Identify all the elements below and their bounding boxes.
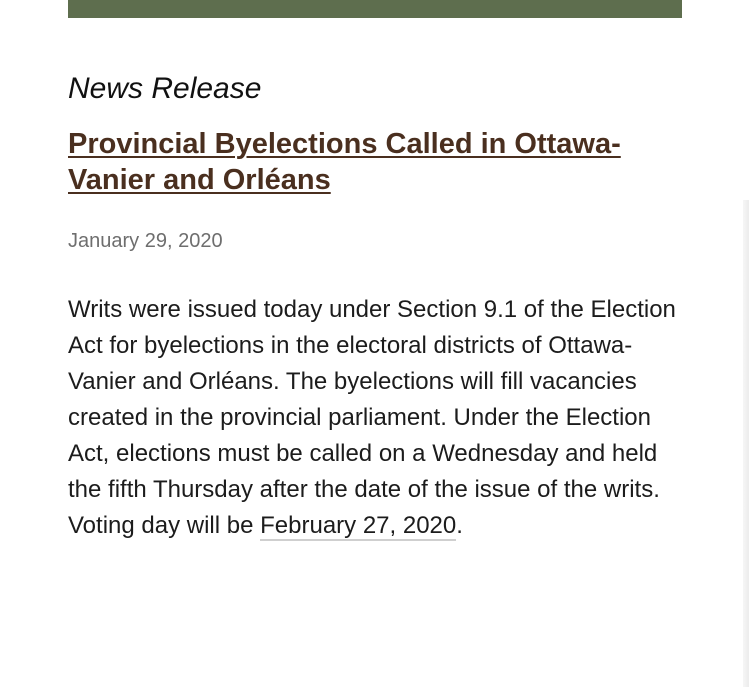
news-release-article <box>68 70 690 544</box>
headline-link[interactable]: Provincial Byelections Called in Ottawa-Vanier and Orléans <box>68 128 621 196</box>
article-body <box>68 292 690 544</box>
top-color-bar <box>68 0 682 18</box>
body-text-intro: Writs were issued today under Section 9.1 of the Election Act for byelections in the electoral districts of Ottawa-Vanier and Orléans. The byelections will fill vacancies created in the provincial parliament. Under the Election Act, elections must be called on a Wednesday and held the fifth Thursday after the date of the issue of the writs. Voting day will be <box>68 296 676 539</box>
section-kicker: News Release <box>68 72 262 105</box>
publish-date: January 29, 2020 <box>68 230 223 252</box>
headline <box>68 126 690 198</box>
voting-day-link[interactable]: February 27, 2020 <box>260 512 457 539</box>
body-text-end: . <box>456 512 463 539</box>
scroll-edge <box>743 200 749 687</box>
